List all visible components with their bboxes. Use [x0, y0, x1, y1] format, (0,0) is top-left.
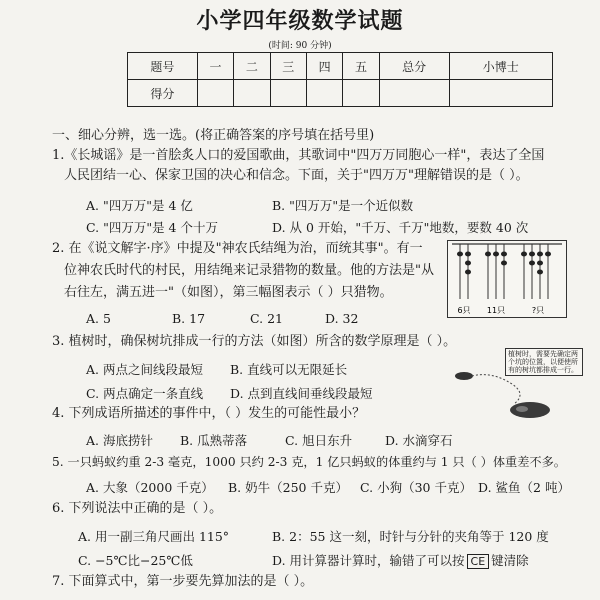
q2-line-2: 位神农氏时代的村民，用结绳来记录猎物的数量。他的方法是"从 [64, 263, 434, 278]
score-input-cell[interactable] [449, 80, 552, 107]
q1-option-b[interactable]: B. "四万万"是一个近似数 [272, 198, 414, 213]
score-input-cell[interactable] [234, 80, 270, 107]
q3-option-c[interactable]: C. 两点确定一条直线 [86, 386, 204, 401]
score-table-cell: 二 [234, 53, 270, 80]
score-table-score-row [128, 80, 553, 107]
score-input-cell[interactable] [343, 80, 379, 107]
q2-option-d[interactable]: D. 32 [325, 311, 359, 326]
knot-label-3: ?只 [531, 306, 545, 315]
time-note: (时间: 90 分钟) [268, 41, 332, 51]
q6-option-c[interactable]: C. −5℃比−25℃低 [78, 553, 193, 568]
q7-line-1: 7. 下面算式中，第一步要先算加法的是（ ）。 [52, 574, 314, 589]
score-table-cell: 题号 [128, 53, 198, 80]
q3-option-b[interactable]: B. 直线可以无限延长 [230, 362, 348, 377]
q6-line-1: 6. 下列说法中正确的是（ ）。 [52, 501, 223, 516]
q2-option-a[interactable]: A. 5 [86, 311, 111, 326]
q2-option-c[interactable]: C. 21 [250, 311, 283, 326]
score-input-cell[interactable] [379, 80, 449, 107]
score-table-cell: 一 [197, 53, 233, 80]
page-title: 小学四年级数学试题 [196, 9, 404, 34]
q1-line-1: 1.《长城谣》是一首脍炙人口的爱国歌曲，其歌词中"四万万同胞心一样"，表达了全国 [52, 148, 545, 163]
q5-line-1: 5. 一只蚂蚁约重 2-3 毫克，1000 只约 2-3 克，1 亿只蚂蚁的体重约与 1 只（ ）体重差不多。 [52, 455, 566, 469]
score-table-cell: 总分 [379, 53, 449, 80]
score-input-cell[interactable] [306, 80, 342, 107]
knotted-rope-illustration [448, 241, 566, 317]
knot-label-2: 11只 [486, 306, 506, 315]
q6-option-d-suffix: 键清除 [491, 553, 529, 568]
q3-option-a[interactable]: A. 两点之间线段最短 [86, 362, 203, 377]
q4-line-1: 4. 下列成语所描述的事件中，（ ）发生的可能性最小？ [52, 406, 366, 421]
q5-option-b[interactable]: B. 奶牛（250 千克） [228, 480, 348, 495]
q1-line-2: 人民团结一心、保家卫国的决心和信念。下面，关于"四万万"理解错误的是（ ）。 [64, 168, 529, 183]
q1-option-a[interactable]: A. "四万万"是 4 亿 [86, 198, 193, 213]
q4-option-d[interactable]: D. 水滴穿石 [385, 433, 453, 448]
score-table-header-row [128, 53, 553, 80]
knot-label-1: 6只 [457, 306, 471, 315]
q2-line-1: 2. 在《说文解字·序》中提及"神农氏结绳为治，而统其事"。有一 [52, 241, 423, 256]
score-table-cell: 小博士 [449, 53, 552, 80]
q3-option-d[interactable]: D. 点到直线间垂线段最短 [230, 386, 373, 401]
q5-option-d[interactable]: D. 鲨鱼（2 吨） [478, 480, 570, 495]
knotted-rope-figure [447, 240, 567, 318]
q6-option-d[interactable] [272, 551, 529, 569]
q1-option-d[interactable]: D. 从 0 开始，"千万、千万"地数，要数 40 次 [272, 220, 529, 235]
score-table [127, 52, 553, 107]
q4-option-c[interactable]: C. 旭日东升 [285, 433, 353, 448]
q2-line-3: 右往左，满五进一"（如图），第三幅图表示（ ）只猎物。 [64, 285, 393, 300]
q4-option-b[interactable]: B. 瓜熟蒂落 [180, 433, 248, 448]
q1-option-c[interactable]: C. "四万万"是 4 个十万 [86, 220, 218, 235]
q6-option-a[interactable]: A. 用一副三角尺画出 115° [78, 529, 230, 544]
q4-option-a[interactable]: A. 海底捞针 [86, 433, 153, 448]
q5-option-c[interactable]: C. 小狗（30 千克） [360, 480, 472, 495]
q6-option-d-text: D. 用计算器计算时，输错了可以按 [272, 553, 465, 568]
q2-option-b[interactable]: B. 17 [172, 311, 206, 326]
tree-planting-note: 植树时，需要先确定两个坑的位置，以便使所有的树坑都排成一行。 [505, 348, 583, 376]
score-table-cell: 三 [270, 53, 306, 80]
ce-key-icon: CE [467, 554, 490, 569]
q3-line-1: 3. 植树时，确保树坑排成一行的方法（如图）所含的数学原理是（ ）。 [52, 334, 457, 349]
score-table-cell: 五 [343, 53, 379, 80]
score-input-cell[interactable] [270, 80, 306, 107]
score-table-cell: 四 [306, 53, 342, 80]
section-heading: 一、细心分辨，选一选。(将正确答案的序号填在括号里) [52, 128, 375, 143]
q5-option-a[interactable]: A. 大象（2000 千克） [86, 480, 214, 495]
score-input-cell[interactable] [197, 80, 233, 107]
score-row-label: 得分 [128, 80, 198, 107]
q6-option-b[interactable]: B. 2：55 这一刻，时针与分针的夹角等于 120 度 [272, 529, 549, 544]
